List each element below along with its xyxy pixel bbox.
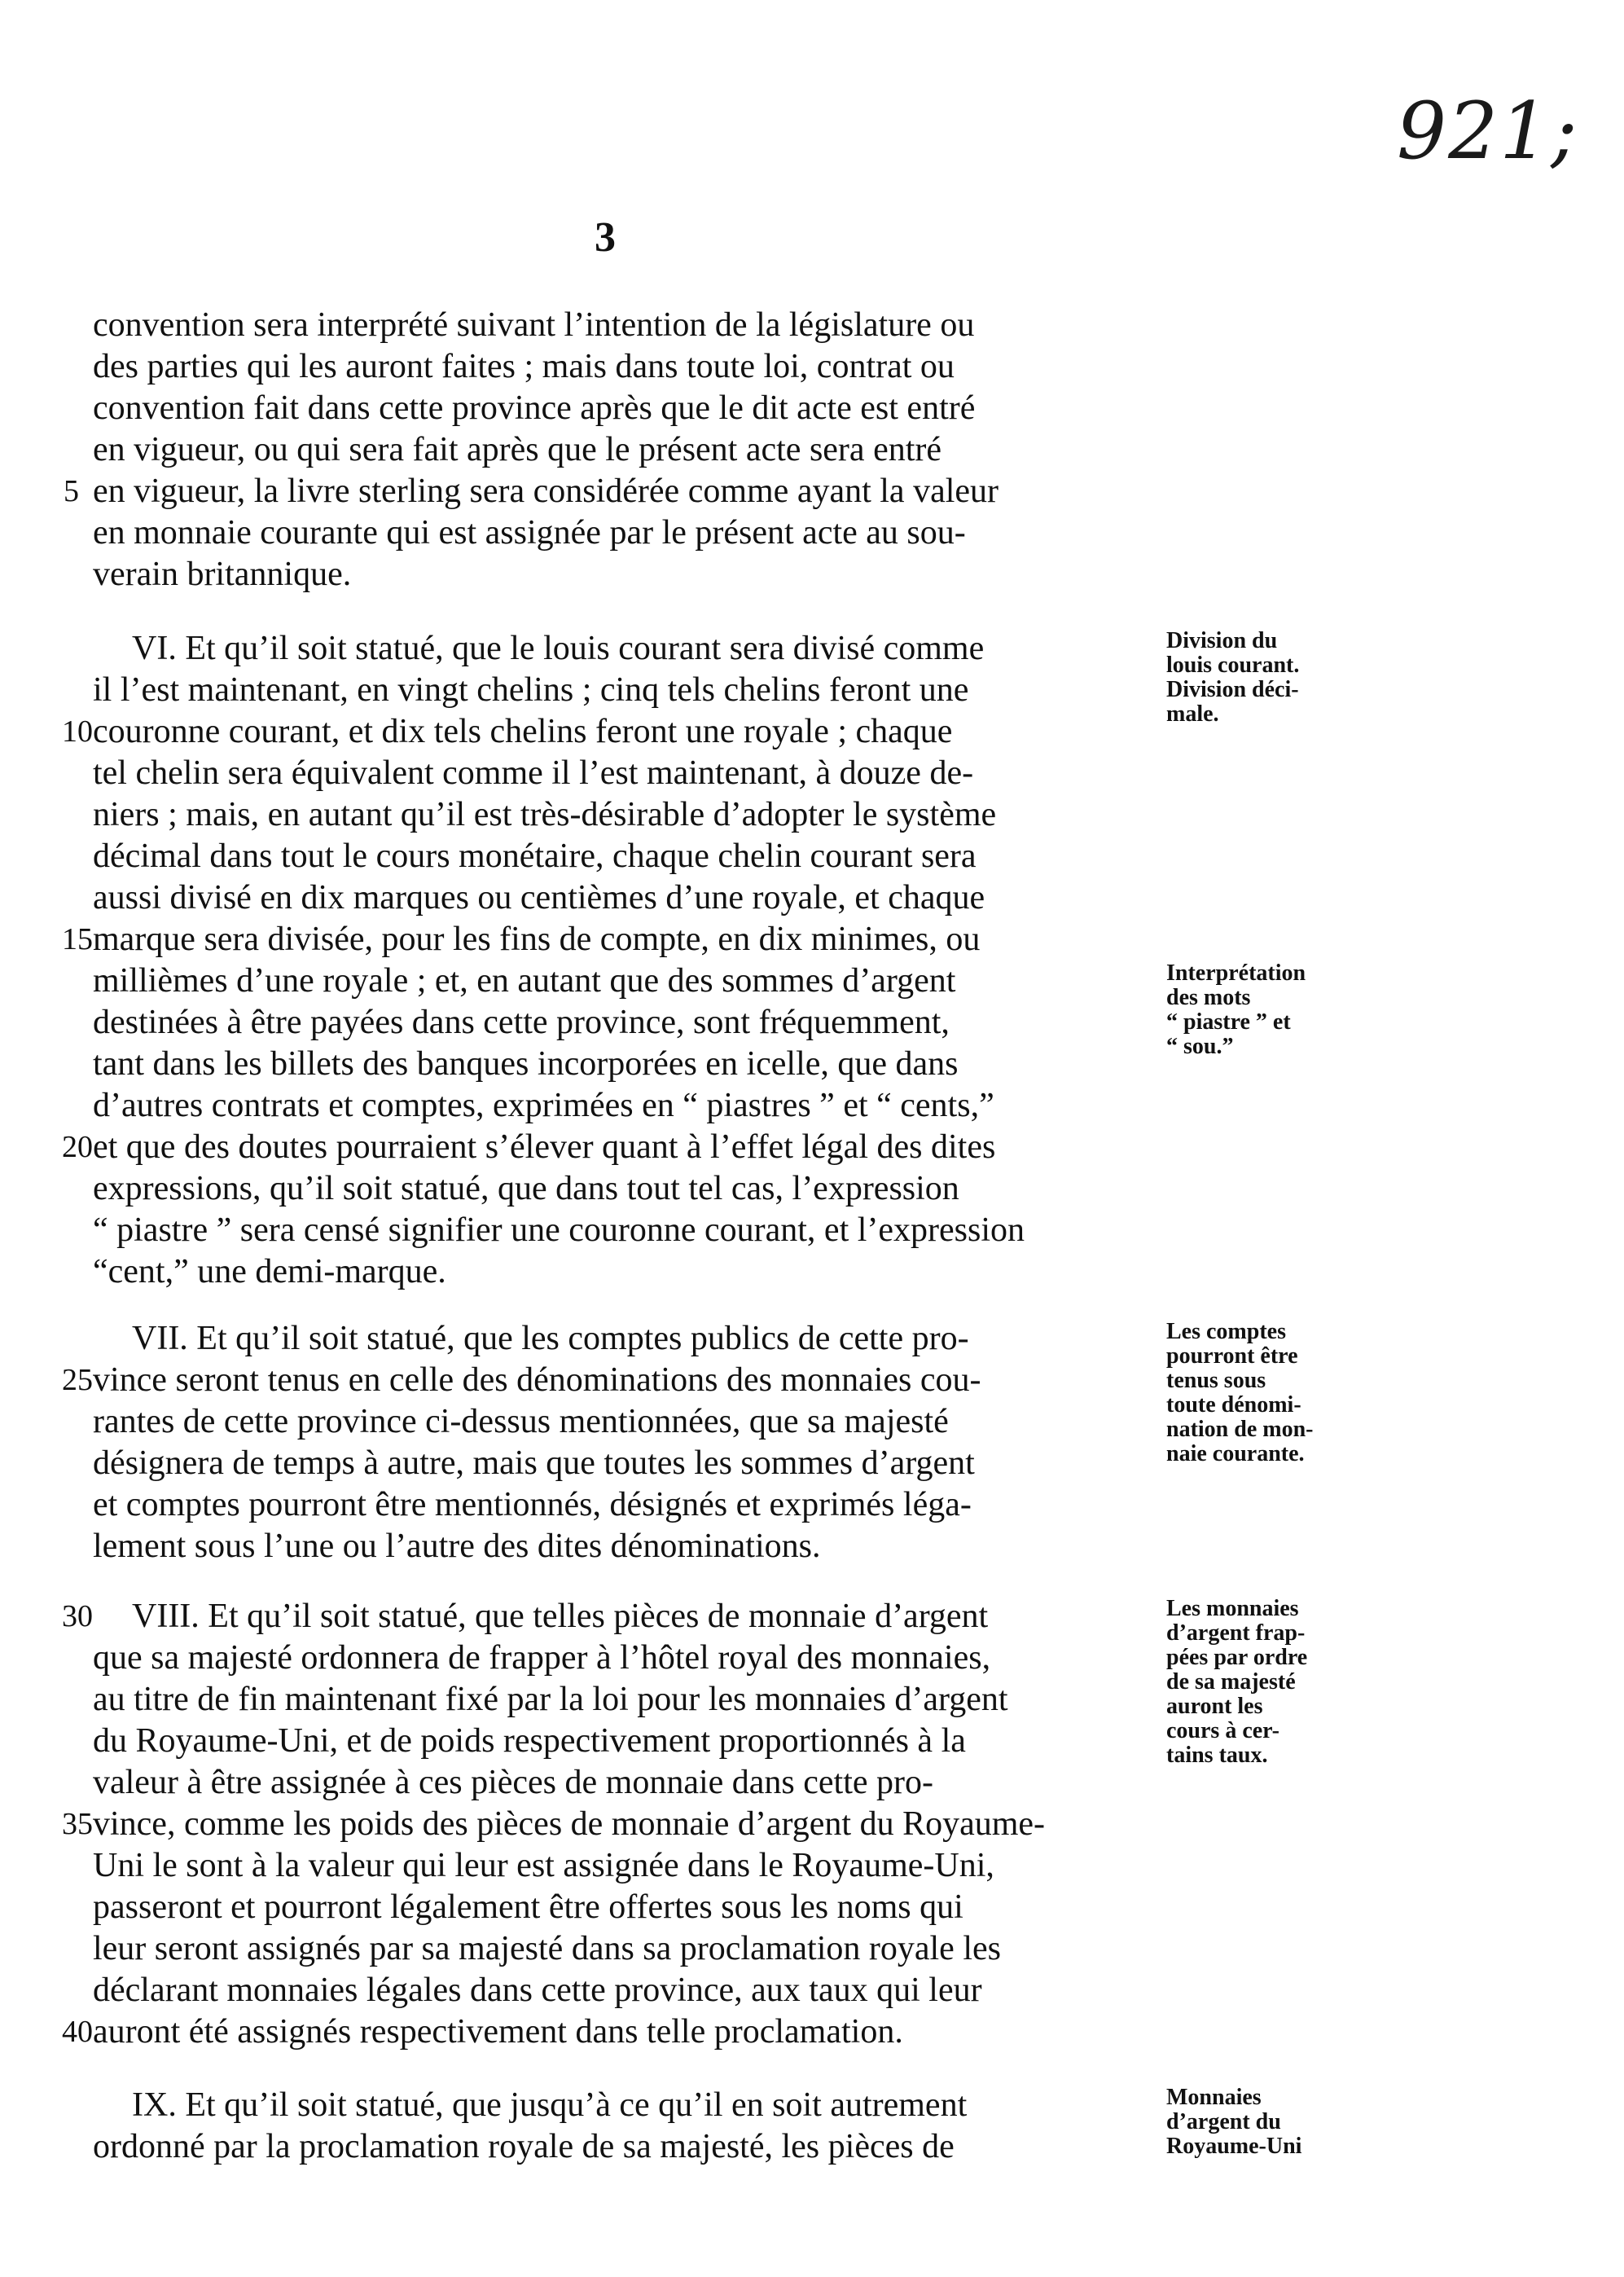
margin-note-line: tains taux. — [1166, 1743, 1268, 1768]
margin-note-line: louis courant. — [1166, 653, 1300, 678]
text-line: Uni le sont à la valeur qui leur est assignée dans le Royaume-Uni, — [93, 1847, 994, 1884]
section-vi-first-line: VI. Et qu’il soit statué, que le louis courant sera divisé comme — [132, 630, 985, 667]
text-line: rantes de cette province ci-dessus mentionnées, que sa majesté — [93, 1403, 949, 1440]
text-line: couronne courant, et dix tels chelins feront une royale ; chaque — [93, 713, 953, 750]
margin-note-line: Les monnaies — [1166, 1596, 1299, 1621]
margin-note-line: male. — [1166, 701, 1219, 727]
margin-note-line: nation de mon- — [1166, 1417, 1314, 1442]
text-line: niers ; mais, en autant qu’il est très-désirable d’adopter le système — [93, 796, 997, 833]
text-line: auront été assignés respectivement dans telle proclamation. — [93, 2013, 903, 2051]
margin-note-line: “ sou.” — [1166, 1034, 1234, 1059]
text-line: convention sera interprété suivant l’intention de la législature ou — [93, 306, 975, 344]
line-number: 30 — [62, 1599, 93, 1633]
line-number: 40 — [62, 2015, 93, 2049]
margin-note-uk-silver — [1166, 2086, 1301, 2159]
text-line: aussi divisé en dix marques ou centièmes d’une royale, et chaque — [93, 879, 985, 917]
margin-note-line: cours à cer- — [1166, 1718, 1279, 1743]
text-line: désignera de temps à autre, mais que toutes les sommes d’argent — [93, 1444, 975, 1482]
text-line: déclarant monnaies légales dans cette province, aux taux qui leur — [93, 1971, 982, 2009]
margin-note-line: Interprétation — [1166, 960, 1306, 986]
text-line: en vigueur, la livre sterling sera considérée comme ayant la valeur — [93, 473, 999, 510]
text-line: marque sera divisée, pour les fins de compte, en dix minimes, ou — [93, 921, 981, 958]
margin-note-line: toute dénomi- — [1166, 1392, 1301, 1418]
margin-note-line: Division du — [1166, 628, 1278, 653]
text-line: du Royaume-Uni, et de poids respectivement proportionnés à la — [93, 1722, 966, 1760]
text-line: tant dans les billets des banques incorporées en icelle, que dans — [93, 1045, 959, 1083]
section-ix-first-line: IX. Et qu’il soit statué, que jusqu’à ce qu’il en soit autrement — [132, 2086, 968, 2124]
margin-note-line: “ piastre ” et — [1166, 1009, 1291, 1035]
text-line: il l’est maintenant, en vingt chelins ; cinq tels chelins feront une — [93, 671, 969, 709]
text-line: passeront et pourront légalement être offertes sous les noms qui — [93, 1888, 963, 1926]
margin-note-division — [1166, 629, 1299, 727]
line-number: 5 — [64, 474, 79, 508]
text-line: destinées à être payées dans cette province, sont fréquemment, — [93, 1004, 950, 1041]
text-line: lement sous l’une ou l’autre des dites dénominations. — [93, 1528, 821, 1565]
text-line: “cent,” une demi-marque. — [93, 1253, 446, 1290]
line-number: 15 — [62, 922, 93, 956]
text-line: ordonné par la proclamation royale de sa majesté, les pièces de — [93, 2128, 955, 2165]
margin-note-line: tenus sous — [1166, 1368, 1266, 1393]
margin-note-line: d’argent du — [1166, 2109, 1281, 2134]
text-line: leur seront assignés par sa majesté dans sa proclamation royale les — [93, 1930, 1001, 1967]
text-line: et que des doutes pourraient s’élever quant à l’effet légal des dites — [93, 1128, 996, 1166]
text-line: tel chelin sera équivalent comme il l’est maintenant, à douze de- — [93, 754, 974, 792]
line-number: 20 — [62, 1130, 93, 1164]
text-line: vince, comme les poids des pièces de monnaie d’argent du Royaume- — [93, 1805, 1046, 1843]
margin-note-line: Royaume-Uni — [1166, 2134, 1302, 2159]
margin-note-line: pourront être — [1166, 1343, 1298, 1369]
margin-note-public-accounts — [1166, 1320, 1313, 1466]
text-line: en vigueur, ou qui sera fait après que le présent acte sera entré — [93, 431, 942, 468]
text-line: au titre de fin maintenant fixé par la loi pour les monnaies d’argent — [93, 1681, 1008, 1718]
margin-note-line: d’argent frap- — [1166, 1620, 1306, 1646]
handwritten-page-mark: 921; — [1397, 86, 1579, 177]
text-line: “ piastre ” sera censé signifier une couronne courant, et l’expression — [93, 1211, 1025, 1249]
section-vii-first-line: VII. Et qu’il soit statué, que les comptes publics de cette pro- — [132, 1320, 969, 1357]
margin-note-interpretation — [1166, 961, 1306, 1059]
line-number: 10 — [62, 714, 93, 749]
text-line: que sa majesté ordonnera de frapper à l’hôtel royal des monnaies, — [93, 1639, 991, 1677]
text-line: vince seront tenus en celle des dénominations des monnaies cou- — [93, 1361, 981, 1399]
margin-note-line: Les comptes — [1166, 1319, 1286, 1344]
page-number: 3 — [595, 214, 616, 261]
text-line: convention fait dans cette province après que le dit acte est entré — [93, 389, 976, 427]
margin-note-line: Monnaies — [1166, 2085, 1262, 2110]
margin-note-line: auront les — [1166, 1694, 1263, 1719]
text-line: expressions, qu’il soit statué, que dans tout tel cas, l’expression — [93, 1170, 959, 1207]
text-line: verain britannique. — [93, 556, 352, 593]
margin-note-silver-coins — [1166, 1597, 1307, 1768]
margin-note-line: pées par ordre — [1166, 1645, 1308, 1670]
margin-note-line: naie courante. — [1166, 1441, 1305, 1466]
margin-note-line: Division déci- — [1166, 677, 1299, 702]
section-viii-first-line: VIII. Et qu’il soit statué, que telles pièces de monnaie d’argent — [132, 1598, 989, 1635]
text-line: en monnaie courante qui est assignée par le présent acte au sou- — [93, 514, 966, 552]
line-number: 35 — [62, 1807, 93, 1841]
line-number: 25 — [62, 1363, 93, 1397]
text-line: millièmes d’une royale ; et, en autant que des sommes d’argent — [93, 962, 956, 1000]
margin-note-line: des mots — [1166, 985, 1251, 1010]
margin-note-line: de sa majesté — [1166, 1669, 1296, 1695]
text-line: décimal dans tout le cours monétaire, chaque chelin courant sera — [93, 837, 977, 875]
text-line: d’autres contrats et comptes, exprimées en “ piastres ” et “ cents,” — [93, 1087, 994, 1124]
text-line: des parties qui les auront faites ; mais dans toute loi, contrat ou — [93, 348, 955, 385]
text-line: et comptes pourront être mentionnés, désignés et exprimés léga- — [93, 1486, 972, 1523]
text-line: valeur à être assignée à ces pièces de monnaie dans cette pro- — [93, 1764, 933, 1801]
